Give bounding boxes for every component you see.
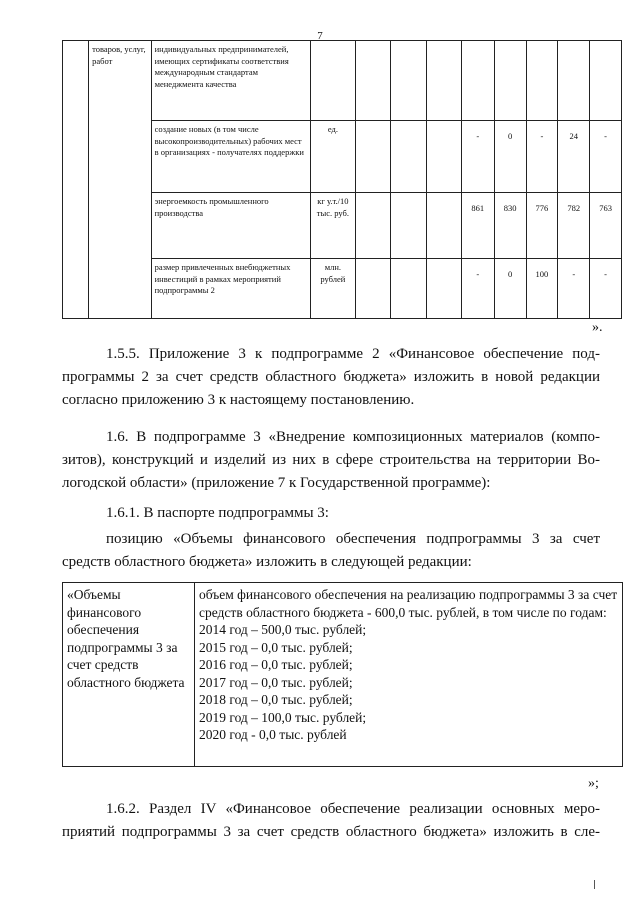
value-cell bbox=[558, 41, 590, 121]
indicator-cell: энергоемкость промышленного производства bbox=[151, 193, 310, 259]
paragraph-1-6-2: 1.6.2. Раздел IV «Финансовое обеспечение реализации основных меро- приятий подпрограммы 3 за счет средств областного бюджета» изложить в сле- bbox=[62, 801, 600, 840]
paragraph-position: позицию «Объемы финансового обеспечения подпрограммы 3 за счет средств областного бюджета» изложить в следующей редакции: bbox=[62, 531, 600, 570]
indicator-cell: индивидуальных предпринимателей, имеющих сертификаты соответствия международным стандартам менеджмента качества bbox=[151, 41, 310, 121]
value-cell: 830 bbox=[494, 193, 526, 259]
indicator-cell: размер привлеченных внебюджетных инвестиций в рамках мероприятий подпрограммы 2 bbox=[151, 259, 310, 319]
unit-cell: ед. bbox=[310, 121, 355, 193]
value-cell bbox=[526, 41, 558, 121]
value-cell bbox=[356, 193, 391, 259]
value-cell bbox=[590, 41, 622, 121]
value-cell: 782 bbox=[558, 193, 590, 259]
value-cell bbox=[356, 259, 391, 319]
unit-cell bbox=[310, 41, 355, 121]
scan-mark bbox=[594, 880, 595, 889]
value-cell bbox=[426, 41, 461, 121]
table-row bbox=[63, 583, 623, 767]
value-cell bbox=[356, 41, 391, 121]
value-cell bbox=[426, 259, 461, 319]
quote-close: »; bbox=[588, 776, 599, 791]
finance-summary: объем финансового обеспечения на реализацию подпрограммы 3 за счет средств областного бюджета - 600,0 тыс. рублей, в том числе по годам: bbox=[199, 587, 618, 620]
finance-year: 2018 год – 0,0 тыс. рублей; bbox=[199, 692, 353, 707]
value-cell bbox=[391, 121, 426, 193]
paragraph-1-5-5: 1.5.5. Приложение 3 к подпрограмме 2 «Финансовое обеспечение под- программы 2 за счет средств областного бюджета» изложить в новой редакции согласно приложению 3 к настоящему постановлению. bbox=[62, 346, 600, 408]
quote-close: ». bbox=[592, 320, 603, 335]
blank-cell bbox=[63, 41, 89, 319]
value-cell: 763 bbox=[590, 193, 622, 259]
unit-cell: млн. рублей bbox=[310, 259, 355, 319]
unit-cell: кг у.т./10 тыс. руб. bbox=[310, 193, 355, 259]
indicator-table bbox=[62, 40, 622, 319]
value-cell: - bbox=[590, 121, 622, 193]
value-cell bbox=[391, 193, 426, 259]
finance-year: 2014 год – 500,0 тыс. рублей; bbox=[199, 622, 367, 637]
value-cell bbox=[426, 193, 461, 259]
value-cell: - bbox=[461, 121, 494, 193]
value-cell: 861 bbox=[461, 193, 494, 259]
value-cell: 0 bbox=[494, 121, 526, 193]
finance-year: 2019 год – 100,0 тыс. рублей; bbox=[199, 709, 367, 725]
finance-value-cell bbox=[195, 583, 623, 767]
value-cell: 776 bbox=[526, 193, 558, 259]
finance-label-cell: «Объемы финансового обеспечения подпрограммы 3 за счет средств областного бюджета bbox=[63, 583, 195, 767]
indicator-cell: создание новых (в том числе высокопроизводительных) рабочих мест в организациях - получателях поддержки bbox=[151, 121, 310, 193]
value-cell: - bbox=[590, 259, 622, 319]
finance-year: 2020 год - 0,0 тыс. рублей bbox=[199, 727, 347, 742]
value-cell: 100 bbox=[526, 259, 558, 319]
value-cell: - bbox=[558, 259, 590, 319]
value-cell bbox=[356, 121, 391, 193]
value-cell bbox=[426, 121, 461, 193]
table-row bbox=[63, 41, 622, 121]
value-cell: - bbox=[526, 121, 558, 193]
value-cell: 24 bbox=[558, 121, 590, 193]
value-cell bbox=[391, 41, 426, 121]
finance-year: 2017 год – 0,0 тыс. рублей; bbox=[199, 674, 353, 690]
paragraph-1-6-1: 1.6.1. В паспорте подпрограммы 3: bbox=[106, 505, 329, 521]
value-cell: 0 bbox=[494, 259, 526, 319]
finance-table bbox=[62, 582, 623, 767]
value-cell bbox=[494, 41, 526, 121]
finance-year: 2016 год – 0,0 тыс. рублей; bbox=[199, 657, 353, 672]
finance-year: 2015 год – 0,0 тыс. рублей; bbox=[199, 639, 353, 655]
value-cell: - bbox=[461, 259, 494, 319]
value-cell bbox=[461, 41, 494, 121]
value-cell bbox=[391, 259, 426, 319]
paragraph-1-6: 1.6. В подпрограмме 3 «Внедрение композиционных материалов (компо- зитов), конструкций и изделий из них в сфере строительства на территории Во- логодской области» (приложение 7 к Государственной программе): bbox=[62, 429, 600, 491]
category-cell: товаров, услуг, работ bbox=[89, 41, 151, 319]
page-number: 7 bbox=[317, 30, 323, 42]
